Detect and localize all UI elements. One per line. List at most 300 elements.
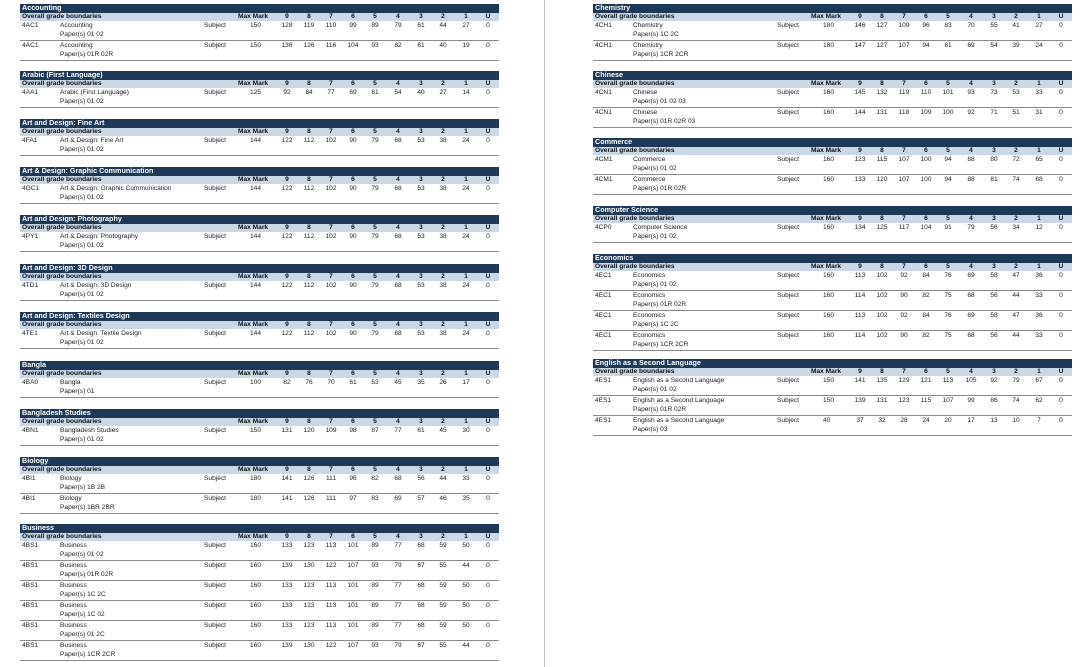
grade-label: 4 xyxy=(969,214,973,222)
grade-label: 1 xyxy=(464,175,468,183)
boundary-value: 112 xyxy=(303,185,315,192)
boundary-value: 94 xyxy=(944,176,952,183)
boundary-value: 68 xyxy=(967,292,975,299)
subject-section xyxy=(20,361,499,398)
boundary-value: 82 xyxy=(922,332,930,339)
grade-label: 6 xyxy=(351,417,355,425)
boundary-value: 54 xyxy=(394,89,402,96)
section-title: Commerce xyxy=(593,138,1072,147)
boundary-value: 44 xyxy=(1012,332,1020,339)
subject-name: Chinese xyxy=(633,89,658,96)
boundary-value: 104 xyxy=(920,224,932,231)
overall-label: Overall grade boundaries xyxy=(595,79,675,87)
papers-label: Paper(s) 1C 2C xyxy=(60,591,106,598)
table-row xyxy=(20,621,499,641)
boundary-value: 54 xyxy=(990,42,998,49)
boundary-value: 122 xyxy=(325,562,337,569)
boundary-value: 0 xyxy=(1059,377,1063,384)
section-title: Business xyxy=(20,524,499,533)
boundary-value: 84 xyxy=(922,312,930,319)
grade-label: 5 xyxy=(946,79,950,87)
grade-label: 6 xyxy=(351,127,355,135)
boundary-value: 102 xyxy=(325,185,337,192)
grade-label: 7 xyxy=(329,320,333,328)
max-mark-value: 160 xyxy=(250,562,262,569)
grade-label: 4 xyxy=(396,127,400,135)
grade-label: 7 xyxy=(902,214,906,222)
boundary-value: 112 xyxy=(303,233,315,240)
max-mark-label: Max Mark xyxy=(238,175,269,183)
boundary-value: 31 xyxy=(1035,109,1043,116)
grade-label: 4 xyxy=(396,417,400,425)
boundary-value: 121 xyxy=(920,377,932,384)
table-row xyxy=(20,641,499,661)
boundary-value: 59 xyxy=(439,582,447,589)
entry-type: Subject xyxy=(204,22,226,29)
grade-label: 9 xyxy=(285,12,289,20)
grade-header-row xyxy=(20,128,499,137)
boundary-value: 24 xyxy=(462,282,470,289)
grade-label: 6 xyxy=(351,272,355,280)
boundary-value: 90 xyxy=(349,282,357,289)
grade-label: 7 xyxy=(902,12,906,20)
grade-label: 1 xyxy=(1037,12,1041,20)
column-divider xyxy=(544,0,545,667)
subject-name: Art & Design: Photography xyxy=(60,233,139,240)
grade-label: 9 xyxy=(285,223,289,231)
entry-type: Subject xyxy=(777,397,799,404)
grade-label: 8 xyxy=(880,12,884,20)
boundary-value: 0 xyxy=(1059,397,1063,404)
qualification-code: 4CM1 xyxy=(595,156,613,163)
boundary-value: 133 xyxy=(281,542,293,549)
subject-name: Economics xyxy=(633,332,666,339)
boundary-value: 38 xyxy=(439,185,447,192)
boundary-value: 120 xyxy=(303,427,315,434)
boundary-value: 50 xyxy=(462,582,470,589)
boundary-value: 115 xyxy=(876,156,888,163)
max-mark-value: 160 xyxy=(823,272,835,279)
subject-section xyxy=(593,71,1072,128)
boundary-value: 69 xyxy=(967,42,975,49)
boundary-value: 0 xyxy=(1059,89,1063,96)
boundary-value: 0 xyxy=(1059,156,1063,163)
table-row xyxy=(20,232,499,252)
boundary-value: 77 xyxy=(394,622,402,629)
boundary-value: 67 xyxy=(1035,377,1043,384)
papers-label: Paper(s) 1C 2C xyxy=(633,31,679,38)
boundary-value: 81 xyxy=(944,42,952,49)
grade-label: 9 xyxy=(285,369,289,377)
papers-label: Paper(s) 01 xyxy=(60,388,95,395)
subject-name: Accounting xyxy=(60,42,93,49)
max-mark-value: 160 xyxy=(250,542,262,549)
papers-label: Paper(s) 01R 02R xyxy=(633,301,687,308)
subject-section xyxy=(593,254,1072,351)
grade-label: U xyxy=(485,465,491,473)
grade-label: 5 xyxy=(946,12,950,20)
grade-label: 6 xyxy=(924,79,928,87)
boundary-value: 0 xyxy=(486,282,490,289)
subject-name: Arabic (First Language) xyxy=(60,89,129,96)
table-row xyxy=(593,155,1072,175)
boundary-value: 69 xyxy=(394,495,402,502)
grade-label: U xyxy=(485,127,491,135)
subject-section xyxy=(593,4,1072,61)
papers-label: Paper(s) 01 02 xyxy=(60,31,104,38)
grade-label: 9 xyxy=(858,146,862,154)
grade-label: 2 xyxy=(441,175,445,183)
section-title: Arabic (First Language) xyxy=(20,71,499,80)
subject-name: Business xyxy=(60,602,87,609)
boundary-value: 0 xyxy=(486,233,490,240)
boundary-value: 74 xyxy=(1012,176,1020,183)
boundary-value: 46 xyxy=(439,495,447,502)
entry-type: Subject xyxy=(204,602,226,609)
boundary-value: 0 xyxy=(486,475,490,482)
table-row xyxy=(593,291,1072,311)
max-mark-value: 160 xyxy=(250,602,262,609)
qualification-code: 4BS1 xyxy=(22,542,39,549)
boundary-value: 68 xyxy=(967,332,975,339)
boundary-value: 59 xyxy=(439,602,447,609)
table-row xyxy=(20,184,499,204)
entry-type: Subject xyxy=(777,377,799,384)
boundary-value: 92 xyxy=(990,377,998,384)
max-mark-value: 160 xyxy=(823,156,835,163)
boundary-value: 110 xyxy=(920,89,932,96)
grade-label: 8 xyxy=(307,532,311,540)
grade-label: U xyxy=(485,12,491,20)
qualification-code: 4BS1 xyxy=(22,562,39,569)
subject-name: Chemistry xyxy=(633,42,663,49)
papers-label: Paper(s) 01R 02R 03 xyxy=(633,118,696,125)
grade-label: 8 xyxy=(307,417,311,425)
boundary-value: 61 xyxy=(417,42,425,49)
qualification-code: 4BI1 xyxy=(22,475,36,482)
grade-label: 5 xyxy=(373,79,377,87)
grade-label: 1 xyxy=(464,12,468,20)
boundary-value: 139 xyxy=(281,562,293,569)
boundary-value: 59 xyxy=(439,622,447,629)
boundary-value: 133 xyxy=(281,582,293,589)
grade-label: 7 xyxy=(329,175,333,183)
section-title: Art and Design: Fine Art xyxy=(20,119,499,128)
papers-label: Paper(s) 01 02 xyxy=(60,551,104,558)
grade-label: 7 xyxy=(902,262,906,270)
grade-label: 3 xyxy=(419,369,423,377)
boundary-value: 117 xyxy=(898,224,910,231)
grade-label: 8 xyxy=(880,262,884,270)
table-row xyxy=(20,474,499,494)
boundary-value: 59 xyxy=(439,542,447,549)
boundary-value: 79 xyxy=(394,642,402,649)
grade-label: 9 xyxy=(285,79,289,87)
boundary-value: 30 xyxy=(462,427,470,434)
boundary-value: 0 xyxy=(486,582,490,589)
boundary-value: 75 xyxy=(944,292,952,299)
entry-type: Subject xyxy=(204,89,226,96)
boundary-value: 131 xyxy=(281,427,293,434)
boundary-value: 36 xyxy=(1035,312,1043,319)
grade-label: U xyxy=(485,532,491,540)
grade-label: 6 xyxy=(924,146,928,154)
qualification-code: 4ES1 xyxy=(595,417,612,424)
boundary-value: 99 xyxy=(349,22,357,29)
grade-label: 3 xyxy=(419,465,423,473)
boundary-value: 113 xyxy=(854,312,866,319)
boundary-value: 38 xyxy=(439,233,447,240)
boundary-value: 122 xyxy=(281,185,293,192)
max-mark-label: Max Mark xyxy=(238,79,269,87)
subject-section xyxy=(20,457,499,514)
boundary-value: 119 xyxy=(303,22,315,29)
grade-label: 3 xyxy=(419,223,423,231)
boundary-value: 70 xyxy=(967,22,975,29)
table-row xyxy=(593,416,1072,436)
boundary-value: 58 xyxy=(990,272,998,279)
subject-section xyxy=(593,206,1072,243)
boundary-value: 56 xyxy=(417,475,425,482)
boundary-value: 77 xyxy=(327,89,335,96)
max-mark-label: Max Mark xyxy=(238,320,269,328)
boundary-value: 68 xyxy=(417,602,425,609)
boundary-value: 0 xyxy=(1059,42,1063,49)
boundary-value: 33 xyxy=(462,475,470,482)
overall-label: Overall grade boundaries xyxy=(22,175,102,183)
boundary-value: 77 xyxy=(394,602,402,609)
max-mark-value: 144 xyxy=(250,330,262,337)
boundary-value: 41 xyxy=(1012,22,1020,29)
boundary-value: 82 xyxy=(922,292,930,299)
qualification-code: 4FA1 xyxy=(22,137,38,144)
grade-label: 5 xyxy=(946,146,950,154)
boundary-value: 144 xyxy=(854,109,866,116)
boundary-value: 0 xyxy=(486,427,490,434)
boundary-value: 51 xyxy=(1012,109,1020,116)
boundary-value: 0 xyxy=(1059,292,1063,299)
boundary-value: 122 xyxy=(281,330,293,337)
boundary-value: 38 xyxy=(439,282,447,289)
table-row xyxy=(20,561,499,581)
grade-label: U xyxy=(485,320,491,328)
boundary-value: 0 xyxy=(1059,332,1063,339)
table-row xyxy=(20,426,499,446)
boundary-value: 53 xyxy=(417,233,425,240)
grade-header-row xyxy=(593,263,1072,272)
entry-type: Subject xyxy=(777,417,799,424)
entry-type: Subject xyxy=(777,42,799,49)
overall-label: Overall grade boundaries xyxy=(22,320,102,328)
table-row xyxy=(20,581,499,601)
overall-label: Overall grade boundaries xyxy=(595,367,675,375)
boundary-value: 39 xyxy=(1012,42,1020,49)
section-title: Chinese xyxy=(593,71,1072,80)
grade-label: 4 xyxy=(396,465,400,473)
subject-name: Economics xyxy=(633,292,666,299)
papers-label: Paper(s) 01R 02R xyxy=(633,185,687,192)
grade-label: 7 xyxy=(329,272,333,280)
grade-label: 2 xyxy=(441,369,445,377)
boundary-value: 0 xyxy=(486,622,490,629)
papers-label: Paper(s) 1CR 2CR xyxy=(633,341,689,348)
section-title: English as a Second Language xyxy=(593,359,1072,368)
overall-label: Overall grade boundaries xyxy=(22,12,102,20)
grade-label: 2 xyxy=(1014,367,1018,375)
boundary-value: 94 xyxy=(922,42,930,49)
qualification-code: 4BI1 xyxy=(22,495,36,502)
max-mark-label: Max Mark xyxy=(811,214,842,222)
grade-label: 1 xyxy=(464,272,468,280)
section-title: Bangladesh Studies xyxy=(20,409,499,418)
papers-label: Paper(s) 03 xyxy=(633,426,668,433)
max-mark-label: Max Mark xyxy=(811,367,842,375)
max-mark-value: 180 xyxy=(250,495,262,502)
boundary-value: 19 xyxy=(462,42,470,49)
boundary-value: 111 xyxy=(325,495,337,502)
entry-type: Subject xyxy=(204,542,226,549)
grade-label: 5 xyxy=(373,12,377,20)
grade-label: 1 xyxy=(464,79,468,87)
grade-label: 1 xyxy=(1037,79,1041,87)
boundary-value: 101 xyxy=(942,89,954,96)
boundary-value: 56 xyxy=(990,332,998,339)
overall-label: Overall grade boundaries xyxy=(22,223,102,231)
subject-section xyxy=(20,312,499,349)
boundary-value: 79 xyxy=(371,282,379,289)
grade-label: 2 xyxy=(1014,79,1018,87)
boundary-value: 96 xyxy=(922,22,930,29)
entry-type: Subject xyxy=(777,22,799,29)
subject-name: Business xyxy=(60,542,87,549)
grade-label: 8 xyxy=(880,214,884,222)
grade-label: 8 xyxy=(307,175,311,183)
boundary-value: 50 xyxy=(462,622,470,629)
max-mark-value: 160 xyxy=(823,89,835,96)
boundary-value: 0 xyxy=(486,642,490,649)
boundary-value: 102 xyxy=(325,233,337,240)
boundary-value: 93 xyxy=(371,562,379,569)
entry-type: Subject xyxy=(777,156,799,163)
grade-label: 6 xyxy=(924,214,928,222)
grade-label: 4 xyxy=(969,79,973,87)
boundary-value: 27 xyxy=(439,89,447,96)
boundary-value: 61 xyxy=(371,89,379,96)
grade-header-row xyxy=(20,321,499,330)
grade-label: 2 xyxy=(441,12,445,20)
grade-label: 1 xyxy=(1037,214,1041,222)
grade-label: 5 xyxy=(373,320,377,328)
boundary-value: 84 xyxy=(305,89,313,96)
grade-label: 7 xyxy=(329,79,333,87)
max-mark-value: 160 xyxy=(823,312,835,319)
table-row xyxy=(20,136,499,156)
boundary-value: 68 xyxy=(394,282,402,289)
qualification-code: 4BA0 xyxy=(22,379,39,386)
boundary-value: 126 xyxy=(303,475,315,482)
papers-label: Paper(s) 1CR 2CR xyxy=(60,651,116,658)
boundary-value: 79 xyxy=(371,233,379,240)
subject-name: Art & Design: Fine Art xyxy=(60,137,124,144)
papers-label: Paper(s) 01 02 xyxy=(60,291,104,298)
boundary-value: 24 xyxy=(462,185,470,192)
boundary-value: 90 xyxy=(349,137,357,144)
subject-name: Biology xyxy=(60,495,82,502)
max-mark-value: 150 xyxy=(823,377,835,384)
boundary-value: 89 xyxy=(371,582,379,589)
boundary-value: 68 xyxy=(394,137,402,144)
boundary-value: 0 xyxy=(486,22,490,29)
grade-label: 3 xyxy=(419,175,423,183)
boundary-value: 79 xyxy=(394,22,402,29)
table-row xyxy=(593,396,1072,416)
boundary-value: 101 xyxy=(347,622,359,629)
boundary-value: 53 xyxy=(1012,89,1020,96)
subject-section xyxy=(20,71,499,108)
boundary-value: 40 xyxy=(417,89,425,96)
boundary-value: 133 xyxy=(281,602,293,609)
papers-label: Paper(s) 01 2C xyxy=(60,631,105,638)
grade-label: 1 xyxy=(464,417,468,425)
boundary-value: 0 xyxy=(1059,22,1063,29)
boundary-value: 109 xyxy=(325,427,337,434)
grade-label: 9 xyxy=(285,127,289,135)
max-mark-value: 100 xyxy=(250,379,262,386)
subject-name: Economics xyxy=(633,272,666,279)
boundary-value: 69 xyxy=(349,89,357,96)
grade-label: 2 xyxy=(1014,12,1018,20)
entry-type: Subject xyxy=(204,562,226,569)
grade-label: 1 xyxy=(1037,262,1041,270)
grade-label: U xyxy=(485,369,491,377)
papers-label: Paper(s) 1C 02 xyxy=(60,611,105,618)
max-mark-value: 150 xyxy=(250,427,262,434)
boundary-value: 90 xyxy=(349,185,357,192)
max-mark-value: 160 xyxy=(823,176,835,183)
grade-label: 2 xyxy=(441,465,445,473)
boundary-value: 67 xyxy=(417,642,425,649)
grade-label: 2 xyxy=(1014,146,1018,154)
boundary-value: 0 xyxy=(1059,109,1063,116)
boundary-value: 61 xyxy=(417,427,425,434)
grade-label: 9 xyxy=(285,320,289,328)
papers-label: Paper(s) 1B 2B xyxy=(60,484,106,491)
grade-label: 2 xyxy=(441,79,445,87)
entry-type: Subject xyxy=(204,379,226,386)
grade-header-row xyxy=(20,13,499,22)
boundary-value: 0 xyxy=(486,137,490,144)
boundary-value: 100 xyxy=(920,176,932,183)
boundary-value: 69 xyxy=(967,272,975,279)
qualification-code: 4ES1 xyxy=(595,397,612,404)
grade-label: 9 xyxy=(285,417,289,425)
boundary-value: 55 xyxy=(439,642,447,649)
boundary-value: 83 xyxy=(371,495,379,502)
boundary-value: 68 xyxy=(394,330,402,337)
grade-label: 4 xyxy=(969,262,973,270)
grade-label: 5 xyxy=(373,532,377,540)
grade-header-row xyxy=(20,176,499,185)
section-title: Biology xyxy=(20,457,499,466)
boundary-value: 110 xyxy=(325,22,337,29)
boundary-value: 53 xyxy=(417,330,425,337)
grade-header-row xyxy=(593,368,1072,377)
max-mark-value: 144 xyxy=(250,137,262,144)
boundary-value: 88 xyxy=(967,156,975,163)
boundary-value: 0 xyxy=(1059,312,1063,319)
grade-label: 7 xyxy=(329,369,333,377)
entry-type: Subject xyxy=(777,312,799,319)
